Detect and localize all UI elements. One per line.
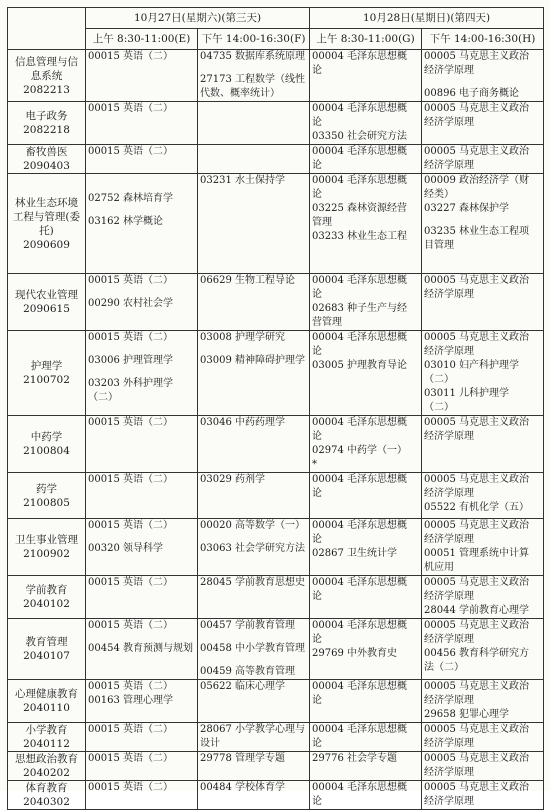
course-cell-s4 — [422, 576, 544, 619]
course-cell-s1 — [86, 174, 198, 274]
course-line: 28044 学前教育心理学 — [424, 605, 530, 616]
major-cell — [8, 723, 86, 752]
course-line: 03008 护理学研究 — [200, 332, 285, 343]
course-line: 营管理 — [312, 317, 343, 328]
major-line: 药学 — [36, 482, 57, 495]
course-line: 00005 马克思主义政治 — [424, 620, 530, 631]
course-cell-s1 — [86, 723, 198, 752]
course-line: 经济学原理 — [424, 738, 475, 749]
course-line: 00004 毛泽东思想概 — [312, 51, 408, 62]
course-line: 论 — [312, 346, 323, 357]
major-line: 2040102 — [23, 598, 70, 610]
day1-header: 10月27日(星期六)(第三天) — [86, 8, 310, 29]
course-line: 00015 英语（二） — [88, 474, 173, 485]
course-cell-s3 — [310, 473, 422, 519]
major-line: 电子政务 — [25, 110, 68, 122]
course-line: 00004 毛泽东思想概 — [312, 175, 408, 186]
course-cell-s4 — [422, 331, 544, 416]
course-cell-s4 — [422, 619, 544, 680]
course-line: 论 — [312, 738, 323, 749]
course-line: 论 — [312, 65, 323, 76]
course-line: 论 — [312, 488, 323, 499]
course-line: 经济学原理 — [424, 796, 475, 807]
course-line: 经济学原理 — [424, 634, 475, 645]
major-line: 现代农业管理 — [15, 289, 78, 301]
table-row — [8, 145, 544, 174]
course-line: 论 — [312, 634, 323, 645]
course-cell-s3 — [310, 619, 422, 680]
major-line: 心理健康教育 — [15, 688, 78, 700]
major-line: 2100805 — [23, 496, 70, 509]
course-cell-s2 — [198, 723, 310, 752]
header-row-sessions — [8, 29, 544, 50]
course-cell-s3 — [310, 781, 422, 810]
major-line: 小学教育 — [25, 724, 68, 736]
course-cell-s1 — [86, 331, 198, 416]
course-line: 00005 马克思主义政治 — [424, 146, 530, 157]
course-line: 00004 毛泽东思想概 — [312, 577, 408, 588]
course-line: 03011 儿科护理学 — [424, 388, 510, 399]
course-cell-s1 — [86, 50, 198, 102]
major-line: 2040107 — [23, 650, 70, 662]
major-cell — [8, 752, 86, 781]
major-line: 2090615 — [23, 303, 70, 315]
course-line: 00015 英语（二） — [88, 681, 173, 692]
course-line: （二） — [424, 374, 455, 385]
table-row — [8, 519, 544, 576]
course-line: 00004 毛泽东思想概 — [312, 474, 408, 485]
major-cell — [8, 576, 86, 619]
table-row — [8, 174, 544, 274]
course-line: 经类） — [424, 189, 455, 200]
course-line: 论 — [312, 591, 323, 602]
major-line: 林业生态环境 — [15, 196, 78, 209]
major-line: 卫生事业管理 — [15, 534, 78, 546]
course-line: 00459 高等教育管理 — [200, 666, 295, 677]
course-line: 设计 — [200, 738, 220, 749]
session-header-e: 上午 8:30-11:00(E) — [86, 29, 198, 50]
major-line: 教育管理 — [25, 636, 68, 648]
course-line: 02974 中药学（一） — [312, 445, 408, 456]
major-cell — [8, 331, 86, 416]
course-cell-s4 — [422, 174, 544, 274]
course-line: 经济学原理 — [424, 488, 475, 499]
course-line: 00005 马克思主义政治 — [424, 520, 530, 531]
course-cell-s1 — [86, 519, 198, 576]
course-cell-s1 — [86, 145, 198, 174]
major-line: 信息管理与信 — [15, 55, 78, 68]
course-line: 经济学原理 — [424, 117, 475, 128]
schedule-body — [8, 50, 544, 810]
course-line: 论 — [312, 160, 323, 171]
course-cell-s1 — [86, 416, 198, 473]
course-line: 经济学原理 — [424, 534, 475, 545]
table-row — [8, 781, 544, 810]
course-line: 经济学原理 — [424, 65, 475, 76]
major-line: 2040202 — [23, 767, 70, 779]
course-cell-s1 — [86, 680, 198, 723]
course-line: 00005 马克思主义政治 — [424, 103, 530, 114]
course-cell-s4 — [422, 50, 544, 102]
course-cell-s4 — [422, 519, 544, 576]
course-line: 00015 英语（二） — [88, 51, 173, 62]
major-line: 2100702 — [23, 374, 70, 386]
course-line: 经济学原理 — [424, 767, 475, 778]
major-cell — [8, 416, 86, 473]
course-line: 00015 英语（二） — [88, 417, 173, 428]
course-line: 29776 社会学专题 — [312, 753, 398, 764]
course-line: 00005 马克思主义政治 — [424, 275, 530, 286]
course-line: 06629 生物工程导论 — [200, 275, 295, 286]
major-line: 2082213 — [23, 83, 70, 96]
course-cell-s3 — [310, 50, 422, 102]
course-line: 00163 管理心理学 — [88, 695, 173, 706]
course-line: 03203 外科护理学 — [88, 378, 173, 389]
course-line: 03009 精神障碍护理学 — [200, 355, 305, 366]
table-row — [8, 576, 544, 619]
course-line: 经济学原理 — [424, 695, 475, 706]
course-line: 目管理 — [424, 240, 455, 251]
course-cell-s2 — [198, 416, 310, 473]
major-cell — [8, 519, 86, 576]
course-line: 经济学原理 — [424, 289, 475, 300]
course-line: 00005 马克思主义政治 — [424, 474, 530, 485]
course-line: 03005 护理教育导论 — [312, 360, 408, 371]
course-line: 03046 中药药理学 — [200, 417, 285, 428]
course-cell-s4 — [422, 752, 544, 781]
course-line: 03010 妇产科护理学 — [424, 360, 520, 371]
course-line: 00320 领导科学 — [88, 543, 163, 554]
course-line: 00458 中小学教育管理 — [200, 643, 305, 654]
course-line: 论 — [312, 189, 323, 200]
course-line: 03233 林业生态工程 — [312, 231, 408, 242]
course-line: 论 — [312, 117, 323, 128]
course-line: 00015 英语（二） — [88, 146, 173, 157]
course-line: 论 — [312, 431, 323, 442]
course-cell-s1 — [86, 752, 198, 781]
table-row — [8, 274, 544, 331]
table-row — [8, 473, 544, 519]
major-line: 托) — [39, 224, 54, 237]
course-line: 00020 高等数学（一） — [200, 520, 305, 531]
header-row-days — [8, 8, 544, 29]
day2-header: 10月28日(星期日)(第四天) — [310, 8, 544, 29]
course-line: 29778 管理学专题 — [200, 753, 285, 764]
course-line: 论 — [312, 796, 323, 807]
course-cell-s2 — [198, 576, 310, 619]
course-cell-s2 — [198, 145, 310, 174]
course-line: 03006 护理管理学 — [88, 355, 173, 366]
session-header-h: 下午 14:00-16:30(H) — [422, 29, 544, 50]
major-line: 体育教育 — [25, 782, 68, 794]
course-line: 00005 马克思主义政治 — [424, 782, 530, 793]
course-cell-s3 — [310, 174, 422, 274]
session-header-f: 下午 14:00-16:30(F) — [198, 29, 310, 50]
course-cell-s4 — [422, 723, 544, 752]
course-line: 02867 卫生统计学 — [312, 548, 398, 559]
major-cell — [8, 174, 86, 274]
course-cell-s2 — [198, 274, 310, 331]
course-line: 00004 毛泽东思想概 — [312, 275, 408, 286]
major-cell — [8, 145, 86, 174]
course-cell-s4 — [422, 145, 544, 174]
course-line: 03225 森林资源经营 — [312, 203, 408, 214]
course-line: 00004 毛泽东思想概 — [312, 417, 408, 428]
course-line: 00051 管理系统中计算 — [424, 548, 530, 559]
course-line: 00015 英语（二） — [88, 332, 173, 343]
course-line: 00484 学校体育学 — [200, 782, 285, 793]
course-line: 00004 毛泽东思想概 — [312, 146, 408, 157]
major-line: 中药学 — [30, 431, 63, 443]
major-line: 2040112 — [23, 738, 70, 750]
course-cell-s3 — [310, 274, 422, 331]
course-cell-s2 — [198, 781, 310, 810]
course-line: 00004 毛泽东思想概 — [312, 520, 408, 531]
major-line: 畜牧兽医 — [25, 146, 68, 158]
course-line: 00015 英语（二） — [88, 782, 173, 793]
course-line: 00015 英语（二） — [88, 275, 173, 286]
course-cell-s4 — [422, 102, 544, 145]
course-line: 04735 数据库系统原理 — [200, 51, 305, 62]
course-line: 27173 工程数学（线性 — [200, 74, 305, 85]
course-line: 29658 犯罪心理学 — [424, 709, 510, 720]
course-line: 00004 毛泽东思想概 — [312, 782, 408, 793]
course-cell-s4 — [422, 274, 544, 331]
major-line: 2082218 — [23, 124, 70, 136]
major-cell — [8, 102, 86, 145]
course-line: 28067 小学教学心理与 — [200, 724, 305, 735]
major-line: 2040302 — [23, 796, 70, 808]
major-line: 护理学 — [30, 360, 63, 372]
course-line: 00015 英语（二） — [88, 724, 173, 735]
course-cell-s2 — [198, 680, 310, 723]
course-cell-s1 — [86, 576, 198, 619]
course-line: 00004 毛泽东思想概 — [312, 681, 408, 692]
course-cell-s4 — [422, 680, 544, 723]
course-line: 05522 有机化学（五） — [424, 502, 530, 513]
corner-cell — [8, 8, 86, 50]
course-line: 28045 学前教育思想史 — [200, 577, 305, 588]
course-line: 03231 水土保持学 — [200, 175, 285, 186]
major-cell — [8, 781, 86, 810]
course-cell-s1 — [86, 102, 198, 145]
course-line: 00456 教育科学研究方 — [424, 648, 530, 659]
course-cell-s3 — [310, 331, 422, 416]
course-line: 03350 社会研究方法 — [312, 131, 408, 142]
course-line: 00005 马克思主义政治 — [424, 681, 530, 692]
course-line: 经济学原理 — [424, 346, 475, 357]
course-line: 29769 中外教育史 — [312, 648, 398, 659]
course-line: 00015 英语（二） — [88, 520, 173, 531]
course-line: 03029 药剂学 — [200, 474, 265, 485]
major-line: 息系统 — [30, 69, 63, 82]
course-cell-s1 — [86, 274, 198, 331]
major-line: 学前教育 — [25, 584, 68, 596]
major-cell — [8, 680, 86, 723]
major-line: 2090609 — [23, 238, 70, 251]
table-row — [8, 331, 544, 416]
course-line: 经济学原理 — [424, 431, 475, 442]
course-line: 论 — [312, 695, 323, 706]
course-cell-s3 — [310, 145, 422, 174]
course-cell-s4 — [422, 473, 544, 519]
course-line: 00015 英语（二） — [88, 753, 173, 764]
table-row — [8, 102, 544, 145]
exam-schedule-table — [7, 7, 544, 810]
course-cell-s3 — [310, 576, 422, 619]
course-line: 机应用 — [424, 562, 455, 573]
course-cell-s2 — [198, 331, 310, 416]
course-line: 法（二） — [424, 662, 465, 673]
major-line: 思想政治教育 — [15, 753, 78, 765]
course-line: 00005 马克思主义政治 — [424, 332, 530, 343]
course-line: 02683 种子生产与经 — [312, 303, 408, 314]
course-cell-s2 — [198, 102, 310, 145]
course-cell-s3 — [310, 723, 422, 752]
course-line: 代数、概率统计） — [200, 88, 280, 99]
course-line: 00004 毛泽东思想概 — [312, 620, 408, 631]
major-line: 2100902 — [23, 548, 70, 560]
major-cell — [8, 619, 86, 680]
course-line: 00004 毛泽东思想概 — [312, 332, 408, 343]
course-line: 管理 — [312, 217, 333, 228]
course-line: 00004 毛泽东思想概 — [312, 103, 408, 114]
course-line: 00015 英语（二） — [88, 620, 173, 631]
course-cell-s2 — [198, 50, 310, 102]
course-cell-s3 — [310, 102, 422, 145]
course-line: 00004 毛泽东思想概 — [312, 724, 408, 735]
course-cell-s3 — [310, 519, 422, 576]
course-cell-s3 — [310, 416, 422, 473]
table-row — [8, 752, 544, 781]
table-row — [8, 680, 544, 723]
table-row — [8, 416, 544, 473]
course-cell-s3 — [310, 752, 422, 781]
major-line: 2040110 — [23, 702, 70, 714]
course-cell-s2 — [198, 752, 310, 781]
major-line: 2090403 — [23, 160, 70, 172]
course-line: 00290 农村社会学 — [88, 298, 173, 309]
major-line: 2100804 — [23, 445, 70, 457]
course-cell-s1 — [86, 781, 198, 810]
table-row — [8, 723, 544, 752]
course-cell-s1 — [86, 619, 198, 680]
table-row — [8, 50, 544, 102]
course-cell-s2 — [198, 519, 310, 576]
course-cell-s2 — [198, 174, 310, 274]
course-line: 00015 英语（二） — [88, 103, 173, 114]
major-line: 工程与管理(委 — [12, 210, 81, 223]
course-cell-s1 — [86, 473, 198, 519]
course-line: * — [312, 459, 318, 470]
course-line: 论 — [312, 534, 323, 545]
course-line: 00015 英语（二） — [88, 577, 173, 588]
course-line: 00005 马克思主义政治 — [424, 724, 530, 735]
major-cell — [8, 473, 86, 519]
course-line: 02752 森林培育学 — [88, 193, 173, 204]
course-line: 00457 学前教育管理 — [200, 620, 295, 631]
course-cell-s2 — [198, 619, 310, 680]
course-cell-s3 — [310, 680, 422, 723]
course-line: 论 — [312, 289, 323, 300]
course-line: （二） — [424, 402, 455, 413]
course-line: 00005 马克思主义政治 — [424, 577, 530, 588]
course-line: 经济学原理 — [424, 591, 475, 602]
course-line: 00009 政治经济学（财 — [424, 175, 530, 186]
course-line: 经济学原理 — [424, 160, 475, 171]
course-cell-s4 — [422, 416, 544, 473]
course-line: 03063 社会学研究方法 — [200, 543, 305, 554]
course-line: 00005 马克思主义政治 — [424, 417, 530, 428]
course-line: （二） — [88, 392, 118, 403]
table-row — [8, 619, 544, 680]
course-line: 00454 教育预测与规划 — [88, 643, 193, 654]
course-cell-s4 — [422, 781, 544, 810]
course-line: 03235 林业生态工程项 — [424, 226, 530, 237]
course-line: 00005 马克思主义政治 — [424, 51, 530, 62]
course-line: 00896 电子商务概论 — [424, 88, 520, 99]
course-line: 03162 林学概论 — [88, 216, 163, 227]
major-cell — [8, 50, 86, 102]
course-cell-s2 — [198, 473, 310, 519]
course-line: 05622 临床心理学 — [200, 681, 285, 692]
course-line: 03227 森林保护学 — [424, 203, 510, 214]
major-cell — [8, 274, 86, 331]
course-line: 00005 马克思主义政治 — [424, 753, 530, 764]
session-header-g: 上午 8:30-11:00(G) — [310, 29, 422, 50]
